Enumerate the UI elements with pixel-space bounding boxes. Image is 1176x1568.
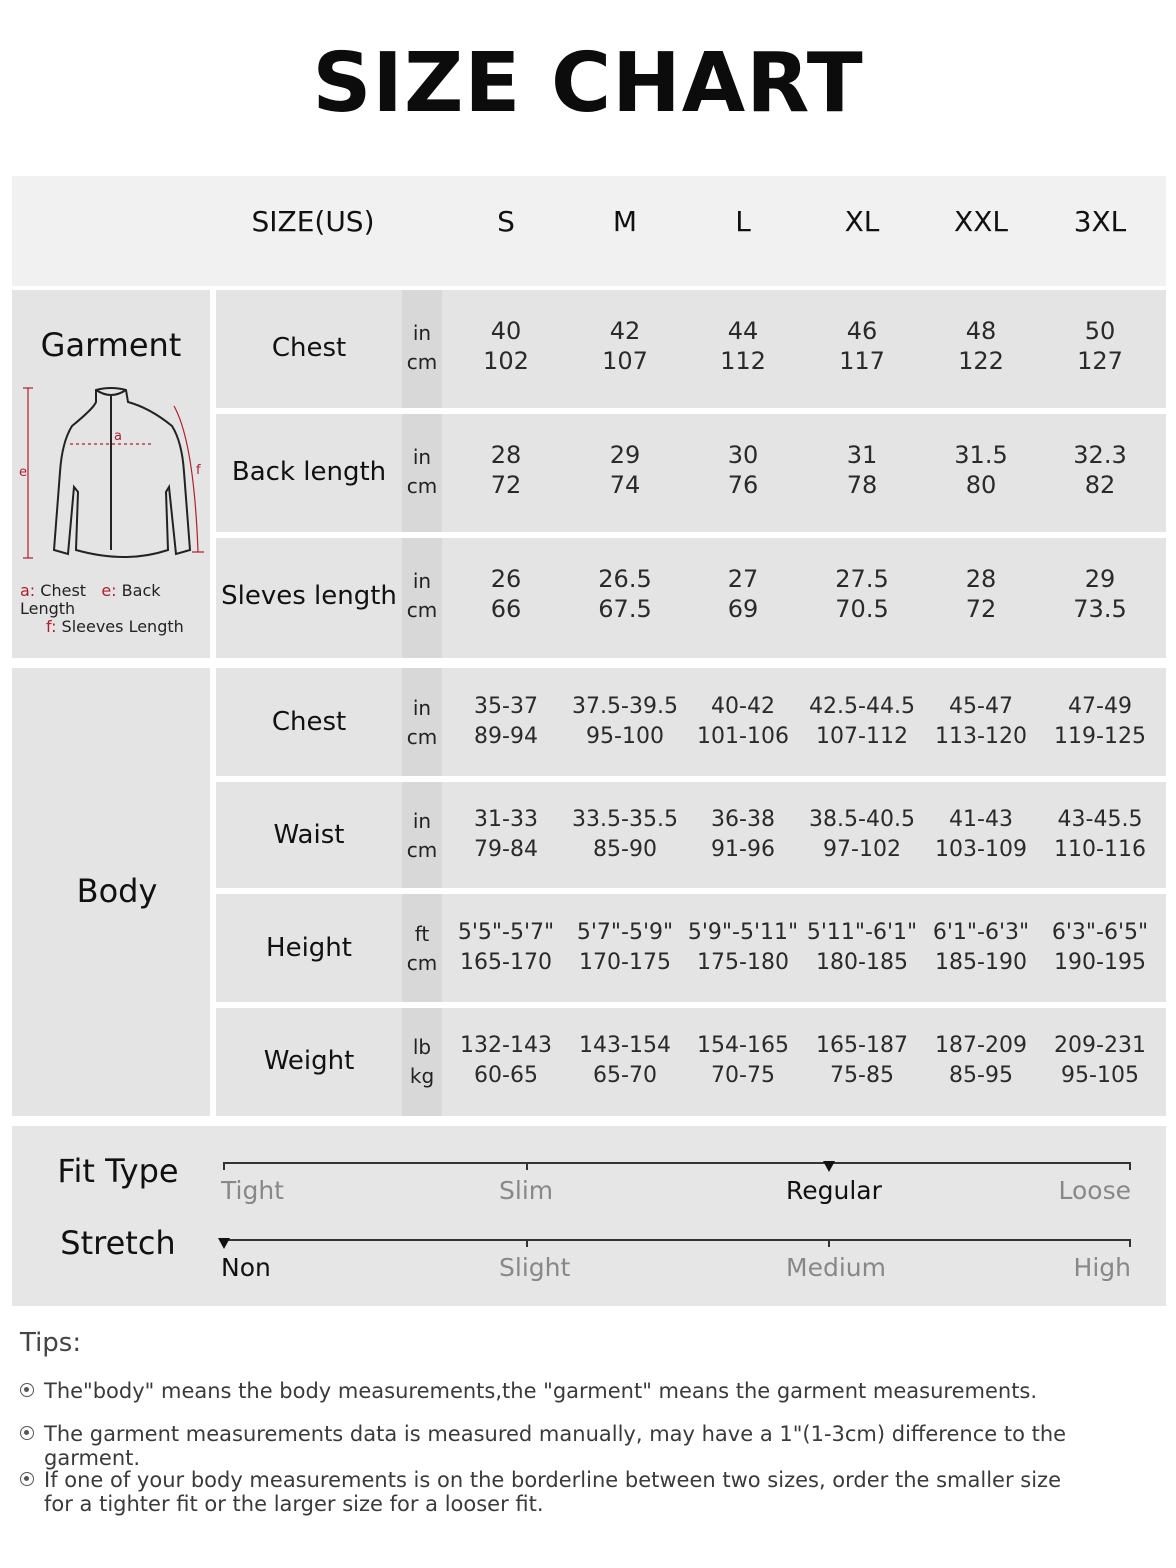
- body-cell-value: 110-116: [1054, 837, 1146, 862]
- fit-type-label: Fit Type: [57, 1152, 179, 1190]
- bullet-icon: [20, 1426, 34, 1440]
- body-cell-value: 38.5-40.5: [809, 807, 915, 832]
- garment-legend: [20, 582, 210, 636]
- row-label-body-weight: Weight: [263, 1046, 355, 1076]
- unit-label: in: [412, 321, 432, 345]
- garment-cell-value: 112: [720, 347, 766, 375]
- body-cell-value: 79-84: [474, 837, 538, 862]
- body-cell-value: 95-100: [586, 724, 664, 749]
- body-cell-value: 60-65: [474, 1063, 538, 1088]
- body-cell-value: 85-90: [593, 837, 657, 862]
- garment-cell-value: 31.5: [954, 441, 1008, 469]
- body-cell-value: 91-96: [711, 837, 775, 862]
- garment-cell-value: 27.5: [835, 565, 889, 593]
- legend-key-f: f:: [46, 617, 57, 636]
- tips-title: Tips:: [20, 1328, 82, 1358]
- body-cell-value: 175-180: [697, 950, 789, 975]
- fit_type-option-tight: Tight: [221, 1176, 284, 1205]
- unit-label: cm: [406, 350, 438, 374]
- body-cell-value: 101-106: [697, 724, 789, 749]
- unit-label: lb: [412, 1035, 432, 1059]
- body-cell-value: 107-112: [816, 724, 908, 749]
- body-cell-value: 6'1"-6'3": [932, 920, 1030, 945]
- legend-line-2: [20, 618, 210, 636]
- garment-cell-value: 29: [609, 441, 641, 469]
- stretch-tick: [526, 1239, 528, 1247]
- body-cell-value: 5'5"-5'7": [457, 920, 555, 945]
- garment-cell-value: 102: [483, 347, 529, 375]
- fit_type-option-slim: Slim: [499, 1176, 554, 1205]
- unit-label: in: [412, 809, 432, 833]
- body-cell-value: 190-195: [1054, 950, 1146, 975]
- page-title: SIZE CHART: [312, 36, 864, 131]
- body-cell-value: 70-75: [711, 1063, 775, 1088]
- stretch-option-high: High: [1073, 1253, 1131, 1282]
- garment-cell-value: 74: [609, 471, 641, 499]
- body-cell-value: 165-187: [816, 1033, 908, 1058]
- body-cell-value: 41-43: [949, 807, 1013, 832]
- body-cell-value: 165-170: [460, 950, 552, 975]
- garment-cell-value: 28: [965, 565, 997, 593]
- unit-label: cm: [406, 725, 438, 749]
- garment-cell-value: 26: [490, 565, 522, 593]
- body-cell-value: 170-175: [579, 950, 671, 975]
- garment-cell-value: 48: [965, 317, 997, 345]
- fit_type-selected-marker-icon: [823, 1161, 835, 1172]
- body-cell-value: 65-70: [593, 1063, 657, 1088]
- stretch-tick: [1129, 1239, 1131, 1247]
- garment-cell-value: 42: [609, 317, 641, 345]
- garment-cell-value: 46: [846, 317, 878, 345]
- fit_type-tick: [223, 1162, 225, 1170]
- garment-cell-value: 127: [1077, 347, 1123, 375]
- body-cell-value: 113-120: [935, 724, 1027, 749]
- body-cell-value: 209-231: [1054, 1033, 1146, 1058]
- body-cell-value: 35-37: [474, 694, 538, 719]
- row-label-garment-back-length: Back length: [231, 457, 387, 487]
- size-us-header: SIZE(US): [251, 205, 375, 238]
- unit-label: cm: [406, 838, 438, 862]
- garment-label: Garment: [40, 326, 182, 364]
- tip-item: The"body" means the body measurements,the "garment" means the garment measurements.: [20, 1379, 1170, 1403]
- legend-line-1: [20, 582, 210, 618]
- stretch-option-slight: Slight: [499, 1253, 571, 1282]
- body-cell-value: 31-33: [474, 807, 538, 832]
- body-cell-value: 6'3"-6'5": [1051, 920, 1149, 945]
- body-cell-value: 5'11"-6'1": [806, 920, 918, 945]
- garment-cell-value: 40: [490, 317, 522, 345]
- size-header-xxl: XXL: [954, 205, 1008, 238]
- garment-cell-value: 32.3: [1073, 441, 1127, 469]
- body-cell-value: 185-190: [935, 950, 1027, 975]
- garment-cell-value: 67.5: [598, 595, 652, 623]
- garment-cell-value: 31: [846, 441, 878, 469]
- stretch-option-medium: Medium: [786, 1253, 886, 1282]
- unit-label: cm: [406, 598, 438, 622]
- bullet-icon: [20, 1472, 34, 1486]
- diagram-letter-f: f: [196, 463, 201, 478]
- garment-cell-value: 107: [602, 347, 648, 375]
- stretch-label: Stretch: [60, 1224, 176, 1262]
- body-cell-value: 187-209: [935, 1033, 1027, 1058]
- size-header-l: L: [735, 205, 751, 238]
- garment-cell-value: 28: [490, 441, 522, 469]
- unit-label: cm: [406, 474, 438, 498]
- garment-cell-value: 66: [490, 595, 522, 623]
- diagram-letter-e: e: [19, 465, 27, 480]
- row-label-garment-chest: Chest: [271, 333, 347, 363]
- body-cell-value: 103-109: [935, 837, 1027, 862]
- size-header-s: S: [497, 205, 515, 238]
- stretch-selected-marker-icon: [218, 1238, 230, 1249]
- stretch-scale-line: [223, 1239, 1131, 1241]
- size-header-xl: XL: [844, 205, 880, 238]
- garment-cell-value: 27: [727, 565, 759, 593]
- row-label-body-height: Height: [266, 933, 352, 963]
- garment-cell-value: 78: [846, 471, 878, 499]
- table-header-row: [0, 205, 1176, 269]
- body-cell-value: 143-154: [579, 1033, 671, 1058]
- garment-cell-value: 117: [839, 347, 885, 375]
- body-cell-value: 89-94: [474, 724, 538, 749]
- garment-cell-value: 76: [727, 471, 759, 499]
- garment-cell-value: 122: [958, 347, 1004, 375]
- jersey-icon: [54, 388, 190, 557]
- body-cell-value: 154-165: [697, 1033, 789, 1058]
- body-cell-value: 95-105: [1061, 1063, 1139, 1088]
- body-cell-value: 33.5-35.5: [572, 807, 678, 832]
- fit_type-tick: [1129, 1162, 1131, 1170]
- unit-label: in: [412, 696, 432, 720]
- bullet-icon: [20, 1383, 34, 1397]
- garment-cell-value: 72: [490, 471, 522, 499]
- legend-key-e: e:: [101, 581, 117, 600]
- measurement-lines: [23, 388, 204, 558]
- body-cell-value: 5'9"-5'11": [687, 920, 799, 945]
- body-cell-value: 180-185: [816, 950, 908, 975]
- garment-cell-value: 70.5: [835, 595, 889, 623]
- body-label: Body: [76, 872, 158, 910]
- unit-label: in: [412, 569, 432, 593]
- garment-cell-value: 82: [1084, 471, 1116, 499]
- unit-label: ft: [414, 922, 430, 946]
- fit_type-scale-line: [223, 1162, 1131, 1164]
- body-cell-value: 119-125: [1054, 724, 1146, 749]
- body-cell-value: 42.5-44.5: [809, 694, 915, 719]
- diagram-letter-a: a: [114, 429, 122, 444]
- body-cell-value: 43-45.5: [1057, 807, 1143, 832]
- tip-item: If one of your body measurements is on the borderline between two sizes, order the smaller size for a tighter fit or the larger size for a looser fit.: [20, 1468, 1170, 1516]
- garment-cell-value: 44: [727, 317, 759, 345]
- garment-cell-value: 72: [965, 595, 997, 623]
- stretch-tick: [828, 1239, 830, 1247]
- body-cell-value: 132-143: [460, 1033, 552, 1058]
- garment-cell-value: 80: [965, 471, 997, 499]
- unit-label: kg: [409, 1064, 435, 1088]
- unit-label: in: [412, 445, 432, 469]
- legend-sleeves-length: Sleeves Length: [61, 617, 184, 636]
- garment-cell-value: 30: [727, 441, 759, 469]
- garment-cell-value: 26.5: [598, 565, 652, 593]
- tip-item: The garment measurements data is measured manually, may have a 1"(1-3cm) difference to the garment.: [20, 1422, 1170, 1470]
- garment-cell-value: 73.5: [1073, 595, 1127, 623]
- unit-label: cm: [406, 951, 438, 975]
- legend-chest: Chest: [40, 581, 87, 600]
- fit_type-option-regular: Regular: [786, 1176, 882, 1205]
- fit_type-tick: [526, 1162, 528, 1170]
- row-label-body-waist: Waist: [273, 820, 345, 850]
- garment-cell-value: 69: [727, 595, 759, 623]
- size-header-m: M: [612, 205, 638, 238]
- body-cell-value: 40-42: [711, 694, 775, 719]
- fit_type-option-loose: Loose: [1058, 1176, 1131, 1205]
- garment-cell-value: 50: [1084, 317, 1116, 345]
- legend-back-length: Back Length: [20, 581, 161, 618]
- legend-key-a: a:: [20, 581, 36, 600]
- body-cell-value: 47-49: [1068, 694, 1132, 719]
- body-cell-value: 75-85: [830, 1063, 894, 1088]
- row-label-body-chest: Chest: [271, 707, 347, 737]
- jersey-diagram: [14, 382, 210, 562]
- size-header-3xl: 3XL: [1073, 205, 1127, 238]
- body-cell-value: 85-95: [949, 1063, 1013, 1088]
- stretch-option-non: Non: [221, 1253, 271, 1282]
- body-cell-value: 36-38: [711, 807, 775, 832]
- body-cell-value: 97-102: [823, 837, 901, 862]
- garment-cell-value: 29: [1084, 565, 1116, 593]
- row-label-garment-sleeves-length: Sleves length: [221, 581, 397, 611]
- body-cell-value: 5'7"-5'9": [576, 920, 674, 945]
- body-cell-value: 45-47: [949, 694, 1013, 719]
- body-cell-value: 37.5-39.5: [572, 694, 678, 719]
